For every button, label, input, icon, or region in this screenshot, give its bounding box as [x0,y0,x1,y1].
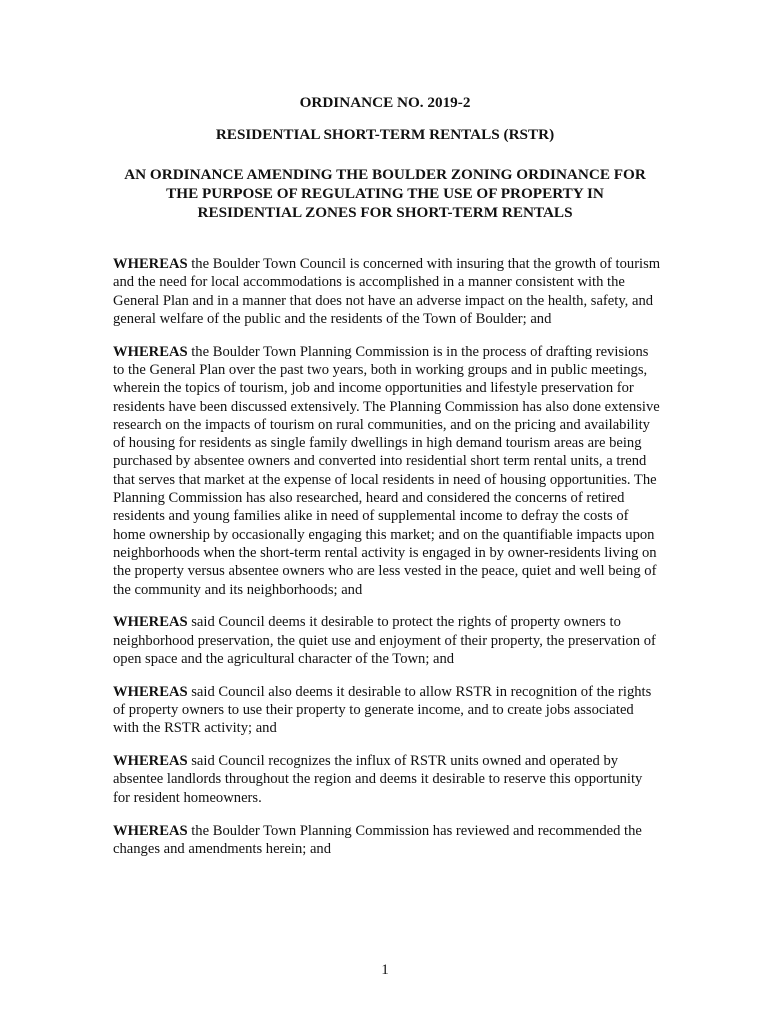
paragraph-text: said Council deems it desirable to protect the rights of property owners to neighborhood preservation, the quiet use and enjoyment of their property, the preservation of open space and the agricultural character of the Town; and [113,614,656,667]
whereas-paragraph [113,752,661,807]
purpose-line: THE PURPOSE OF REGULATING THE USE OF PROPERTY IN [166,185,604,202]
whereas-keyword: WHEREAS [113,753,188,770]
purpose-line: RESIDENTIAL ZONES FOR SHORT-TERM RENTALS [197,204,573,221]
whereas-paragraph [113,343,661,599]
whereas-keyword: WHEREAS [113,683,188,700]
whereas-paragraph [113,255,661,328]
whereas-keyword: WHEREAS [113,256,188,272]
ordinance-subject: RESIDENTIAL SHORT-TERM RENTALS (RSTR) [215,126,555,143]
paragraph-text: the Boulder Town Planning Commission is in the process of drafting revisions to the General Plan over the past two years, both in working groups and in public meetings, wherein the topics of tourism, job and income opportunities and lifestyle preservation for residents have been discussed extensively. The Planning Commission has also done extensive research on the impacts of tourism on rural communities, and on the pricing and availability of housing for residents as single family dwellings in high demand tourism areas are being purchased by absentee owners and converted into residential short term rental units, a trend that serves that market at the expense of local residents in need of housing opportunities. The Planning Commission has also researched, heard and considered the concerns of retired residents and young families alike in need of supplemental income to defray the costs of home ownership by occasionally engaging this market; and on the quantifiable impacts upon neighborhoods when the short-term rental activity is engaged in by owner-residents living on the property versus absentee owners who are less vested in the peace, quiet and well being of the community and its neighborhoods; and [113,343,660,598]
whereas-keyword: WHEREAS [113,822,188,839]
whereas-paragraph [113,822,661,859]
ordinance-number: ORDINANCE NO. 2019-2 [299,94,471,111]
whereas-paragraph [113,613,661,668]
paragraph-text: the Boulder Town Council is concerned with insuring that the growth of tourism and the need for local accommodations is accomplished in a manner consistent with the General Plan and in a manner that does not have an adverse impact on the health, safety, and general welfare of the public and the residents of the Town of Boulder; and [113,256,661,327]
paragraph-text: said Council also deems it desirable to allow RSTR in recognition of the rights of property owners to use their property to generate income, and to create jobs associated with the RSTR activity; and [113,683,652,737]
purpose-line: AN ORDINANCE AMENDING THE BOULDER ZONING ORDINANCE FOR [124,166,646,183]
page-number: 1 [381,962,389,978]
ordinance-purpose [110,165,660,222]
whereas-keyword: WHEREAS [113,614,188,631]
whereas-paragraph [113,683,661,738]
recitals [113,255,661,873]
paragraph-text: the Boulder Town Planning Commission has reviewed and recommended the changes and amendments herein; and [113,822,642,857]
paragraph-text: said Council recognizes the influx of RSTR units owned and operated by absentee landlords throughout the region and deems it desirable to reserve this opportunity for resident homeowners. [113,753,643,806]
whereas-keyword: WHEREAS [113,343,188,360]
